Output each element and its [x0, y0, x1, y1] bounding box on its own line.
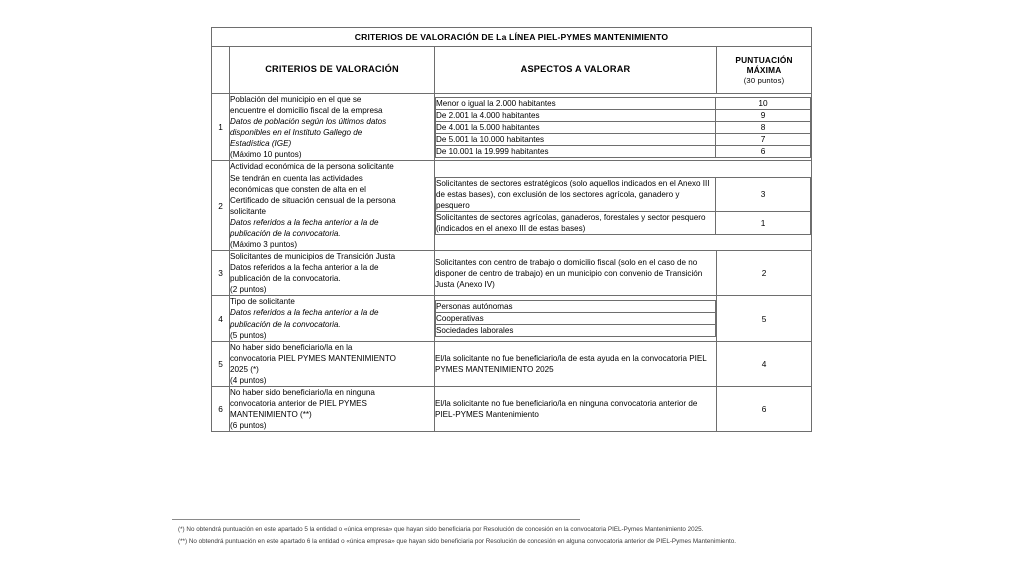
criteria-line: publicación de la convocatoria. [230, 319, 341, 329]
criteria-cell [230, 341, 435, 386]
criteria-line: convocatoria PIEL PYMES MANTENIMIENTO [230, 353, 396, 363]
criteria-line: (Máximo 3 puntos) [230, 240, 298, 250]
row-number: 1 [212, 94, 230, 161]
score-cell: 4 [717, 341, 812, 386]
aspect-subrow [436, 313, 716, 325]
aspect-text: El/la solicitante no fue beneficiario/la en ninguna convocatoria anterior de PIEL-PYMES Mantenimiento [435, 387, 717, 432]
footnote-separator-rule [172, 519, 580, 520]
aspect-text: De 2.001 la 4.000 habitantes [436, 109, 716, 121]
criteria-line: publicación de la convocatoria. [230, 274, 341, 284]
aspects-cell [435, 296, 717, 341]
aspects-scores-cell [435, 161, 812, 251]
criteria-line: publicación de la convocatoria. [230, 228, 341, 238]
criteria-line: Certificado de situación censual de la persona [230, 195, 396, 205]
footnotes-block [178, 524, 1008, 549]
row-number: 6 [212, 387, 230, 432]
row-number: 3 [212, 251, 230, 296]
header-number [212, 47, 230, 94]
criteria-line: (Máximo 10 puntos) [230, 150, 302, 160]
aspect-subrow [436, 97, 811, 109]
aspect-subrow [436, 133, 811, 145]
criteria-line: solicitante [230, 206, 266, 216]
aspect-subrow [436, 325, 716, 337]
aspect-text: El/la solicitante no fue beneficiario/la de esta ayuda en la convocatoria PIEL PYMES MANTENIMIENTO 2025 [435, 341, 717, 386]
aspect-subrow [436, 121, 811, 133]
table-header-row [212, 47, 812, 94]
criteria-cell [230, 387, 435, 432]
criteria-line: Se tendrán en cuenta las actividades [230, 173, 363, 183]
table-row [212, 161, 812, 251]
header-score-line1: PUNTUACIÓN [735, 54, 793, 65]
criteria-cell [230, 161, 435, 251]
criteria-line: Estadística (IGE) [230, 139, 292, 149]
table-row [212, 296, 812, 341]
aspect-text: Solicitantes con centro de trabajo o domicilio fiscal (solo en el caso de no disponer de centro de trabajo) en un municipio con convenio de Transición Justa (Anexo IV) [435, 251, 717, 296]
criteria-line: Datos referidos a la fecha anterior a la de [230, 308, 379, 318]
header-score [717, 47, 812, 94]
table-row [212, 341, 812, 386]
header-score-line2: MÁXIMA [746, 65, 782, 76]
table-title: CRITERIOS DE VALORACIÓN DE La LÍNEA PIEL-PYMES MANTENIMIENTO [212, 28, 812, 47]
score-cell: 6 [716, 145, 811, 157]
aspect-text: De 10.001 la 19.999 habitantes [436, 145, 716, 157]
header-score-line3: (30 puntos) [743, 75, 785, 85]
criteria-line: (5 puntos) [230, 330, 267, 340]
criteria-line: (2 puntos) [230, 285, 267, 295]
criteria-line: (4 puntos) [230, 375, 267, 385]
criteria-cell [230, 251, 435, 296]
table-title-row [212, 28, 812, 47]
aspect-text: Cooperativas [436, 313, 716, 325]
footnote: (*) No obtendrá puntuación en este apartado 5 la entidad o «única empresa» que hayan sido beneficiaria por Resolución de concesión en la convocatoria PIEL-Pymes Mantenimiento 2025. [178, 526, 704, 533]
criteria-line: Datos referidos a la fecha anterior a la de [230, 263, 379, 273]
row-number: 4 [212, 296, 230, 341]
criteria-valuation-table [211, 27, 812, 432]
aspect-text: Solicitantes de sectores estratégicos (solo aquellos indicados en el Anexo III de estas bases), con exclusión de los sectores agrícola, ganadero y pesquero [436, 177, 716, 211]
criteria-line: Datos de población según los últimos datos [230, 117, 387, 127]
aspect-subrow [436, 177, 811, 211]
criteria-line: económicas que consten de alta en el [230, 184, 366, 194]
score-cell: 5 [717, 296, 812, 341]
row-number: 2 [212, 161, 230, 251]
aspect-subrow [436, 300, 716, 312]
score-cell: 3 [716, 177, 811, 211]
header-aspects: ASPECTOS A VALORAR [435, 47, 717, 94]
score-cell: 9 [716, 109, 811, 121]
criteria-line: No haber sido beneficiario/la en ninguna [230, 388, 375, 398]
header-criteria: CRITERIOS DE VALORACIÓN [230, 47, 435, 94]
row-number: 5 [212, 341, 230, 386]
criteria-line: Tipo de solicitante [230, 297, 295, 307]
criteria-line: encuentre el domicilio fiscal de la empresa [230, 106, 383, 116]
criteria-line: Actividad económica de la persona solicitante [230, 162, 394, 172]
aspect-text: Personas autónomas [436, 300, 716, 312]
criteria-line: Datos referidos a la fecha anterior a la de [230, 217, 379, 227]
score-cell: 8 [716, 121, 811, 133]
aspect-subrow [436, 211, 811, 234]
criteria-line: Población del municipio en el que se [230, 95, 362, 104]
criteria-line: convocatoria anterior de PIEL PYMES [230, 399, 367, 409]
criteria-line: 2025 (*) [230, 364, 259, 374]
criteria-cell [230, 94, 435, 161]
table-row [212, 387, 812, 432]
footnote: (**) No obtendrá puntuación en este apartado 6 la entidad o «única empresa» que hayan sido beneficiaria por Resolución de concesión en alguna convocatoria anterior de PIEL-Pymes Mantenimiento. [178, 538, 736, 546]
aspect-subrow [436, 145, 811, 157]
score-cell: 1 [716, 211, 811, 234]
aspect-subrow [436, 109, 811, 121]
aspects-scores-cell [435, 94, 812, 161]
score-cell: 2 [717, 251, 812, 296]
aspect-text: De 5.001 la 10.000 habitantes [436, 133, 716, 145]
aspect-text: Menor o igual la 2.000 habitantes [436, 97, 716, 109]
score-cell: 10 [716, 97, 811, 109]
table-row [212, 251, 812, 296]
table-row [212, 94, 812, 161]
aspect-text: Sociedades laborales [436, 325, 716, 337]
aspect-text: De 4.001 la 5.000 habitantes [436, 121, 716, 133]
score-cell: 7 [716, 133, 811, 145]
criteria-line: disponibles en el Instituto Gallego de [230, 128, 363, 138]
score-cell: 6 [717, 387, 812, 432]
criteria-line: No haber sido beneficiario/la en la [230, 342, 353, 352]
criteria-line: MANTENIMIENTO (**) [230, 410, 312, 420]
criteria-line: Solicitantes de municipios de Transición Justa [230, 252, 396, 262]
aspect-text: Solicitantes de sectores agrícolas, ganaderos, forestales y sector pesquero (indicados en el anexo III de estas bases) [436, 211, 716, 234]
criteria-line: (6 puntos) [230, 421, 267, 431]
criteria-cell [230, 296, 435, 341]
